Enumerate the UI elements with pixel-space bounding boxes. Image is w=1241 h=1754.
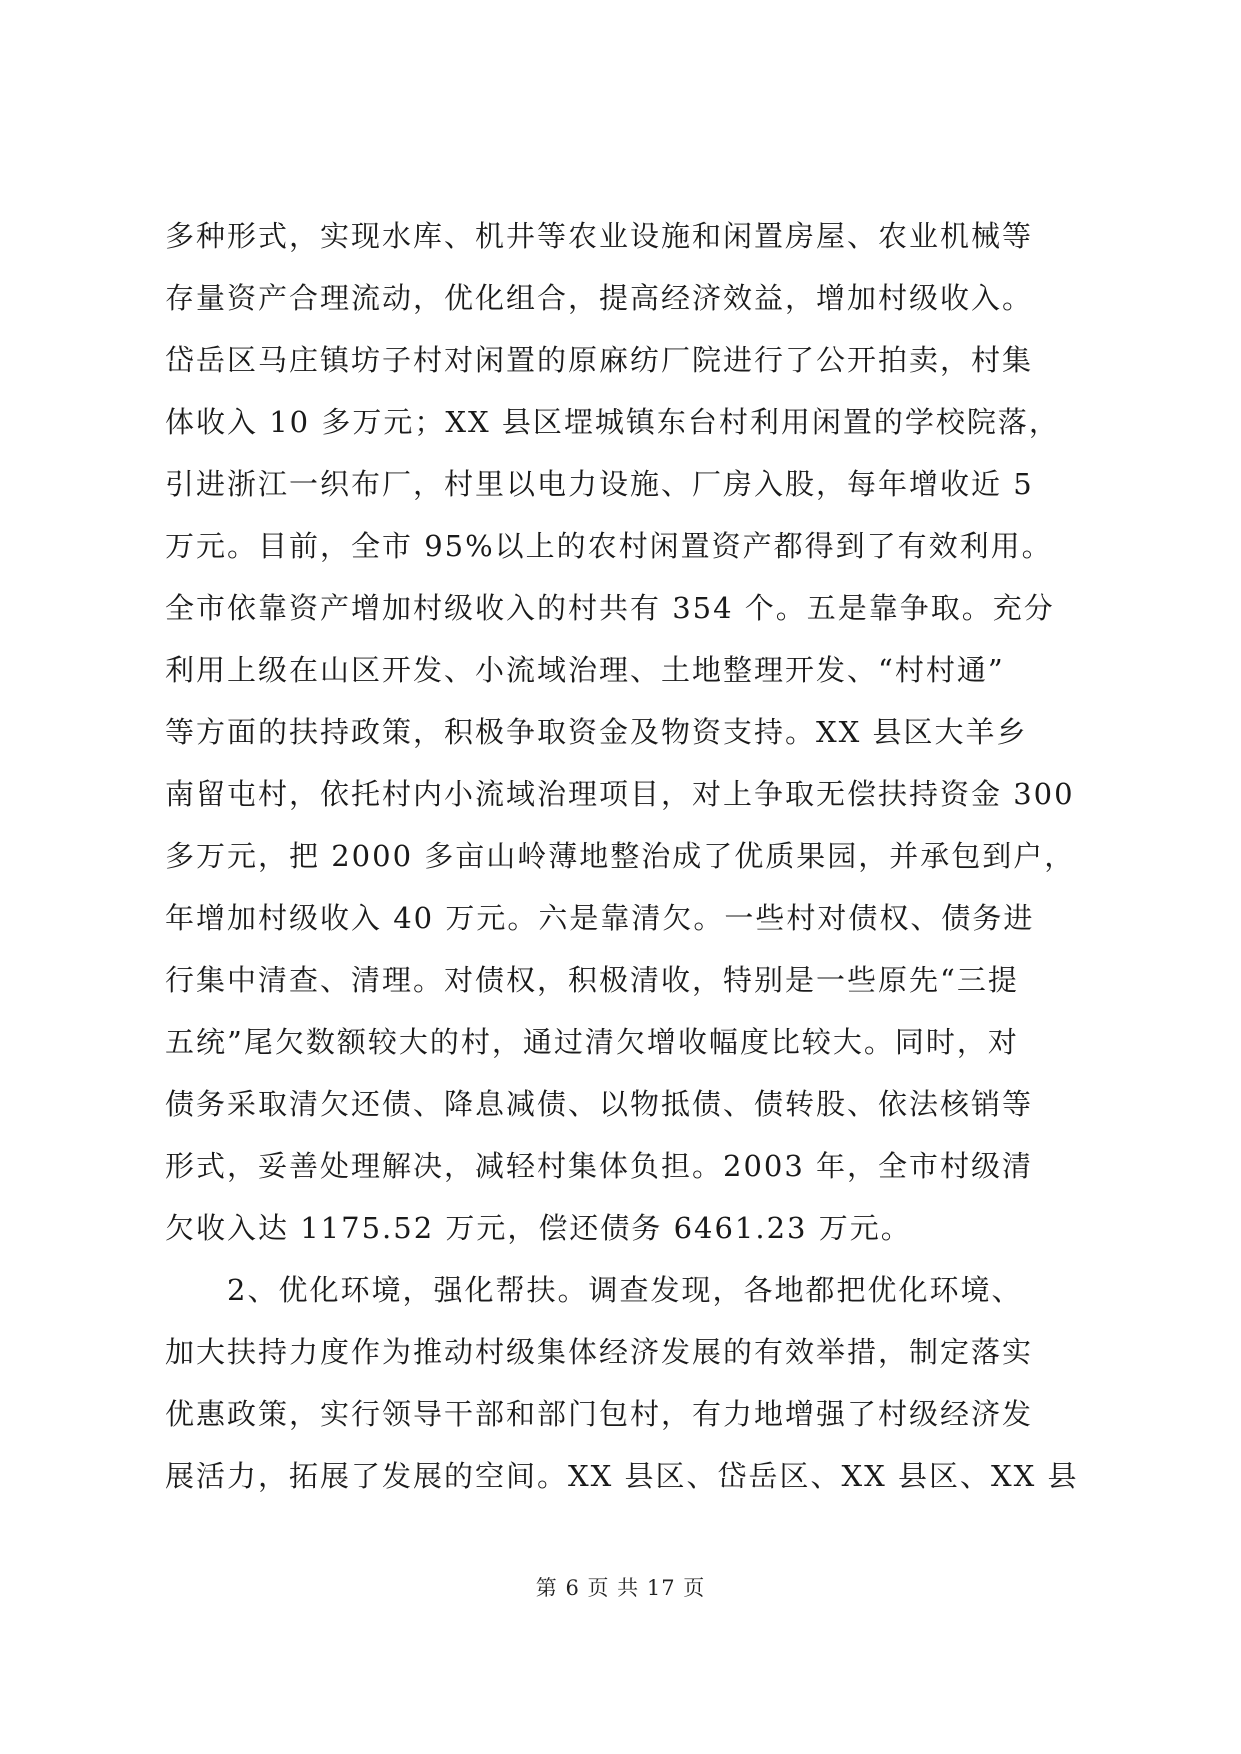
text-line: 债务采取清欠还债、降息减债、以物抵债、债转股、依法核销等 — [165, 1087, 1034, 1121]
text-line: 南留屯村，依托村内小流域治理项目，对上争取无偿扶持资金 300 — [165, 777, 1075, 811]
body-text — [165, 205, 1085, 1507]
text-line: 2、优化环境，强化帮扶。调查发现，各地都把优化环境、 — [165, 1273, 1023, 1307]
text-line: 展活力，拓展了发展的空间。XX 县区、岱岳区、XX 县区、XX 县 — [165, 1459, 1079, 1493]
text-line: 加大扶持力度作为推动村级集体经济发展的有效举措，制定落实 — [165, 1335, 1034, 1369]
text-line: 多万元，把 2000 多亩山岭薄地整治成了优质果园，并承包到户， — [165, 839, 1076, 873]
text-line: 体收入 10 多万元；XX 县区堽城镇东台村利用闲置的学校院落， — [165, 405, 1060, 439]
text-line: 行集中清查、清理。对债权，积极清收，特别是一些原先“三提 — [165, 963, 1019, 997]
text-line: 欠收入达 1175.52 万元，偿还债务 6461.23 万元。 — [165, 1211, 912, 1245]
text-line: 优惠政策，实行领导干部和部门包村，有力地增强了村级经济发 — [165, 1397, 1034, 1431]
text-line: 利用上级在山区开发、小流域治理、土地整理开发、“村村通” — [165, 653, 1005, 687]
text-line: 引进浙江一织布厂，村里以电力设施、厂房入股，每年增收近 5 — [165, 467, 1034, 501]
text-line: 存量资产合理流动，优化组合，提高经济效益，增加村级收入。 — [165, 281, 1034, 315]
text-line: 万元。目前，全市 95%以上的农村闲置资产都得到了有效利用。 — [165, 529, 1053, 563]
text-line: 形式，妥善处理解决，减轻村集体负担。2003 年，全市村级清 — [165, 1149, 1034, 1183]
text-line: 全市依靠资产增加村级收入的村共有 354 个。五是靠争取。充分 — [165, 591, 1055, 625]
text-line: 五统”尾欠数额较大的村，通过清欠增收幅度比较大。同时，对 — [165, 1025, 1019, 1059]
text-line: 等方面的扶持政策，积极争取资金及物资支持。XX 县区大羊乡 — [165, 715, 1028, 749]
text-line: 岱岳区马庄镇坊子村对闲置的原麻纺厂院进行了公开拍卖，村集 — [165, 343, 1034, 377]
text-line: 年增加村级收入 40 万元。六是靠清欠。一些村对债权、债务进 — [165, 901, 1035, 935]
text-line: 多种形式，实现水库、机井等农业设施和闲置房屋、农业机械等 — [165, 219, 1034, 253]
page-number-footer: 第 6 页 共 17 页 — [535, 1576, 706, 1600]
